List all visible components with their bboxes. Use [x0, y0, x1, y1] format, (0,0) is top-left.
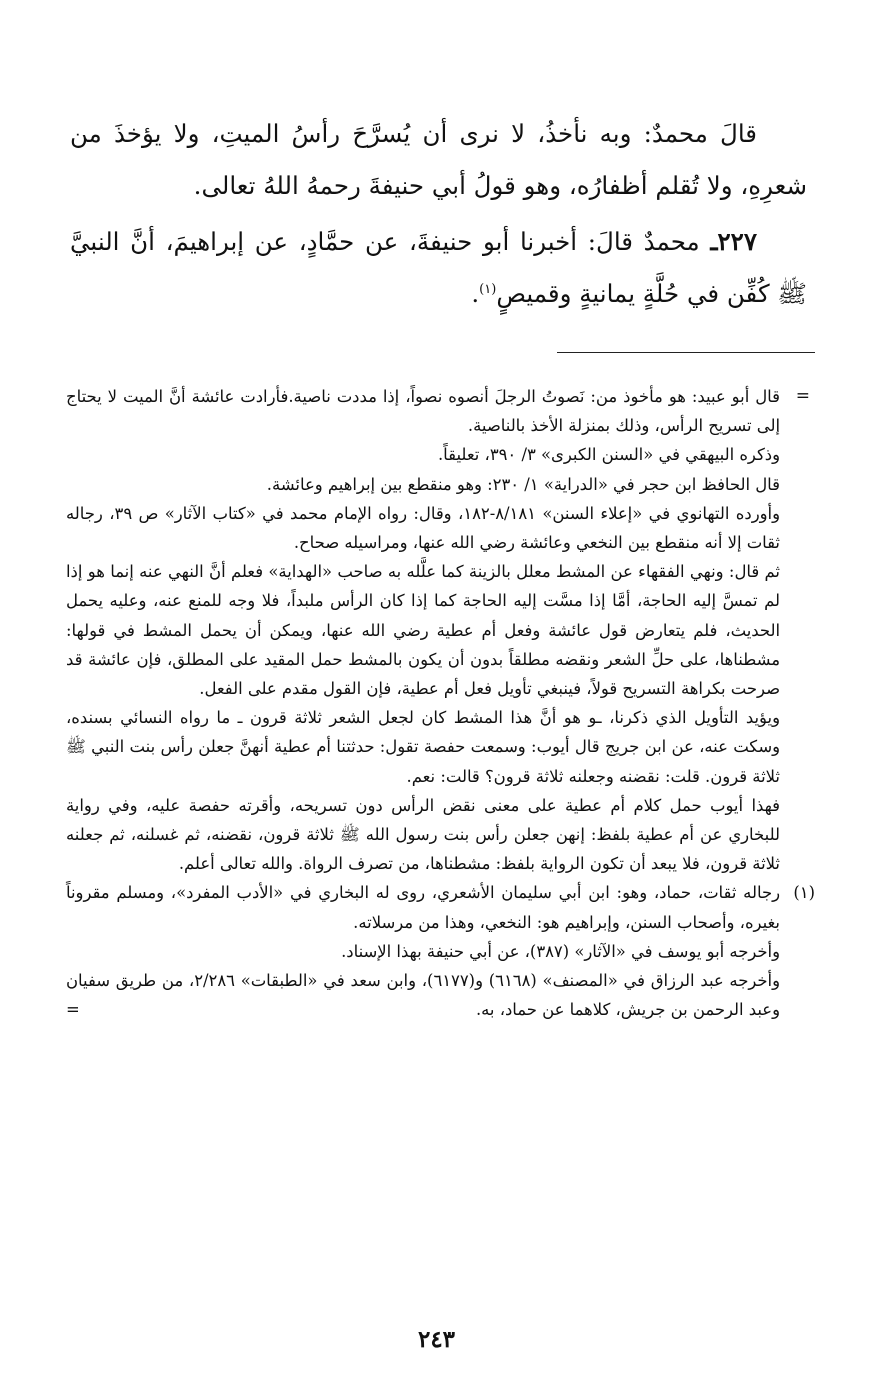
footnotes — [66, 382, 815, 1024]
main-text — [70, 108, 807, 320]
footnote-1-marker: (١) — [793, 883, 815, 903]
hadith-text: محمدٌ قالَ: أخبرنا أبو حنيفةَ، عن حمَّادٍ، عن إبراهيمَ، أنَّ النبيَّ ﷺ كُفِّن في حُلَّةٍ يمانيةٍ وقميصٍ — [70, 227, 807, 308]
footnote-line: ويؤيد التأويل الذي ذكرنا، ـو هو أنَّ هذا المشط كان لجعل الشعر ثلاثة قرون ـ ما رواه النسائي بسنده، وسكت عنه، عن ابن جريج قال أيوب: وسمعت حفصة تقول: حدثتنا أم عطية أنهنَّ جعلن رأس بنت النبي ﷺ ثلاثة قرون. قلت: نقضنه وجعلنه ثلاثة قرون؟ قالت: نعم. — [66, 708, 780, 786]
footnote-line: وأورده التهانوي في «إعلاء السنن» ٨/١٨١-١٨٢، وقال: رواه الإمام محمد في «كتاب الآثار» ص ٣٩، رجاله ثقات إلا أنه منقطع بين النخعي وعائشة رضي الله عنها، ومراسيله صحاح. — [66, 503, 780, 553]
footnote-ref: (١) — [479, 281, 497, 297]
footnote-line: = قال أبو عبيد: هو مأخوذ من: نَصوتُ الرجلَ أنصوه نصواً، إذا مددت ناصية.فأرادت عائشة أنَّ الميت لا يحتاج إلى تسريح الرأس، وذلك بمنزلة الأخذ بالناصية. — [66, 382, 815, 440]
page-number: ٢٤٣ — [417, 1326, 456, 1353]
paragraph-1: قالَ محمدٌ: وبه نأخذُ، لا نرى أن يُسرَّحَ رأسُ الميتِ، ولا يؤخذَ من شعرِهِ، ولا تُقلم أظفارُه، وهو قولُ أبي حنيفةَ رحمهُ اللهُ تعالى. — [70, 119, 807, 200]
footnote-line: ثم قال: ونهي الفقهاء عن المشط معلل بالزينة كما علَّله به صاحب «الهداية» فعلم أنَّ النهي عنه إنما هو إذا لم تمسَّ إليه الحاجة، أمَّا إذا مسَّت إليه الحاجة كما إذا كان الرأس ملبداً، فلا وجه للمنع عنه، وعليه يحمل الحديث، فلم يتعارض قول عائشة وفعل أم عطية رضي الله عنها، ويمكن أن يحمل المشط في قولها: مشطناها، على حلِّ الشعر ونقضه مطلقاً بدون أن يكون بالمشط حمل المقيد على المطلق، فإن عائشة قد صرحت بكراهة التسريح قولاً، فينبغي تأويل فعل أم عطية، فإن القول مقدم على الفعل. — [66, 562, 780, 699]
continuation-mark: = — [795, 386, 810, 406]
hadith-227 — [70, 216, 807, 320]
footnote-line: فهذا أيوب حمل كلام أم عطية على معنى نقض الرأس دون تسريحه، وأقرته حفصة عليه، وفي رواية للبخاري عن أم عطية بلفظ: إنهن جعلن رأس بنت رسول الله ﷺ ثلاثة قرون، نقضنه، ثم غسلنه، ثم جعلنه ثلاثة قرون، فلا يبعد أن تكون الرواية بلفظ: مشطناها، من تصرف الرواة. والله تعالى أعلم. — [66, 795, 780, 874]
footnote-line: قال الحافظ ابن حجر في «الدراية» ١/ ٢٣٠: وهو منقطع بين إبراهيم وعائشة. — [266, 474, 780, 494]
hadith-number: ٢٢٧ـ — [710, 227, 757, 256]
continues-mark: = — [66, 1000, 80, 1020]
footnote-1: (١) رجاله ثقات، حماد، وهو: ابن أبي سليمان الأشعري، روى له البخاري في «الأدب المفرد»، ومسلم مقروناً بغيره، وأصحاب السنن، وإبراهيم هو: النخعي، وهذا من مرسلاته. — [66, 878, 815, 936]
footnote-line: وأخرجه أبو يوسف في «الآثار» (٣٨٧)، عن أبي حنيفة بهذا الإسناد. — [341, 941, 780, 961]
footnote-separator — [557, 352, 815, 353]
hadith-end: . — [471, 279, 480, 308]
footnote-line: وأخرجه عبد الرزاق في «المصنف» (٦١٦٨) و(٦١٧٧)، وابن سعد في «الطبقات» ٢/٢٨٦، من طريق سفيان وعبد الرحمن بن جريش، كلاهما عن حماد، به. = — [66, 966, 815, 1024]
footnote-line: وذكره البيهقي في «السنن الكبرى» ٣/ ٣٩٠، تعليقاً. — [437, 445, 780, 465]
